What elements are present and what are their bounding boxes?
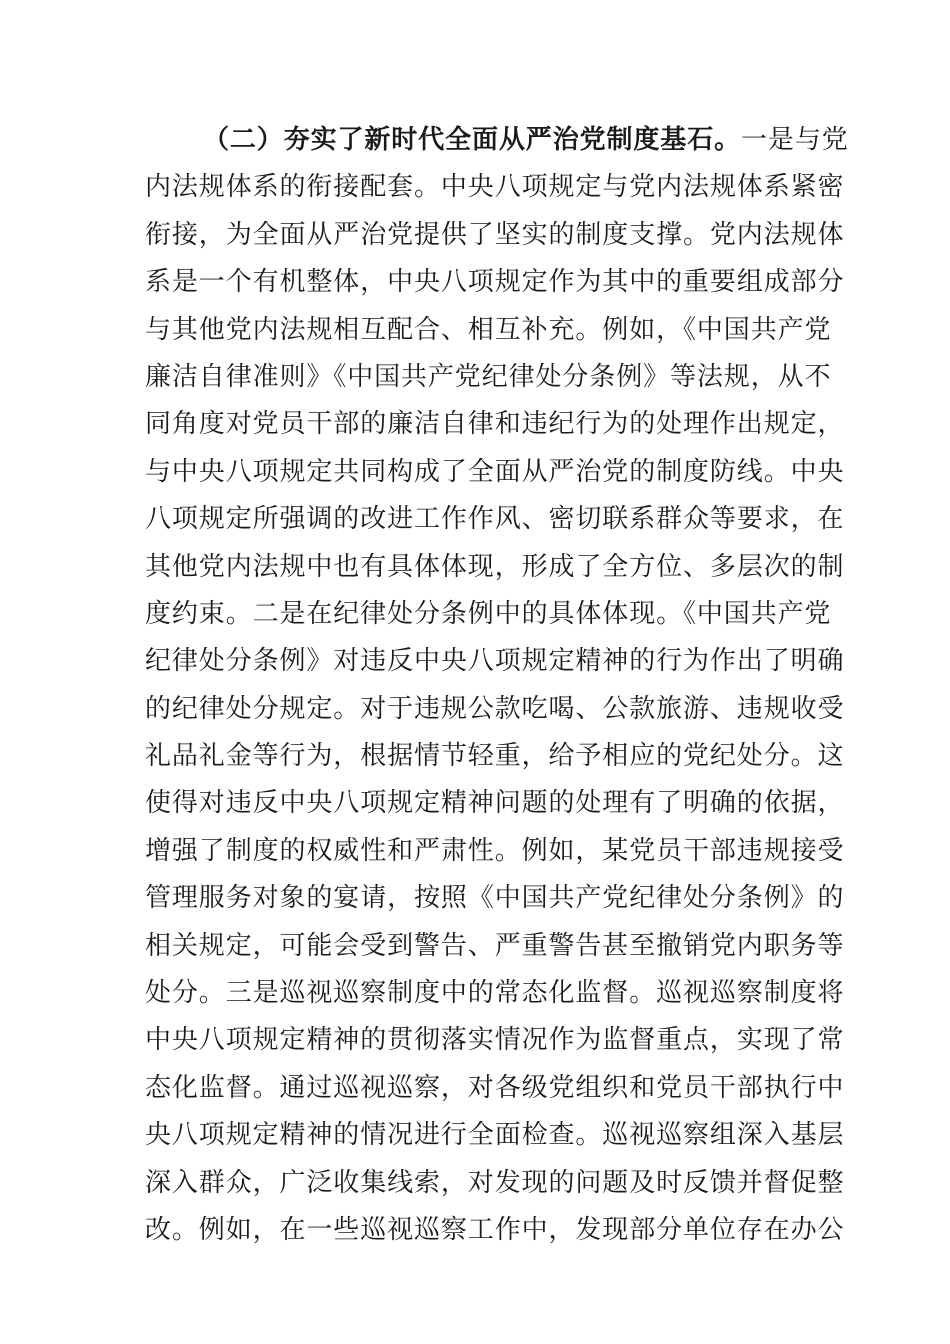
paragraph-line: 衔接，为全面从严治党提供了坚实的制度支撑。党内法规体 bbox=[145, 219, 845, 250]
paragraph-line: 其他党内法规中也有具体体现，形成了全方位、多层次的制 bbox=[145, 551, 845, 582]
section-heading: （二）夯实了新时代全面从严治党制度基石。 bbox=[203, 125, 742, 155]
paragraph-line: 礼品礼金等行为，根据情节轻重，给予相应的党纪处分。这 bbox=[145, 741, 845, 772]
line-1-text: 一是与党 bbox=[741, 125, 849, 155]
paragraph-line: 态化监督。通过巡视巡察，对各级党组织和党员干部执行中 bbox=[145, 1072, 845, 1103]
paragraph-line: 纪律处分条例》对违反中央八项规定精神的行为作出了明确 bbox=[145, 646, 845, 677]
paragraph-line: 深入群众，广泛收集线索，对发现的问题及时反馈并督促整 bbox=[145, 1167, 845, 1198]
paragraph-line: 中央八项规定精神的贯彻落实情况作为监督重点，实现了常 bbox=[145, 1025, 845, 1056]
paragraph-line: 增强了制度的权威性和严肃性。例如，某党员干部违规接受 bbox=[145, 835, 845, 866]
paragraph-line: 同角度对党员干部的廉洁自律和违纪行为的处理作出规定， bbox=[145, 409, 845, 440]
paragraph-line: 相关规定，可能会受到警告、严重警告甚至撤销党内职务等 bbox=[145, 930, 845, 961]
paragraph-line: 使得对违反中央八项规定精神问题的处理有了明确的依据， bbox=[145, 788, 845, 819]
paragraph-line: 八项规定所强调的改进工作作风、密切联系群众等要求，在 bbox=[145, 504, 845, 535]
paragraph-line: 与中央八项规定共同构成了全面从严治党的制度防线。中央 bbox=[145, 456, 845, 487]
paragraph-line: 管理服务对象的宴请，按照《中国共产党纪律处分条例》的 bbox=[145, 883, 845, 914]
body-paragraph bbox=[145, 117, 849, 1254]
paragraph-line: 与其他党内法规相互配合、相互补充。例如，《中国共产党 bbox=[145, 314, 832, 345]
paragraph-line: 的纪律处分规定。对于违规公款吃喝、公款旅游、违规收受 bbox=[145, 693, 845, 724]
paragraph-line: 处分。三是巡视巡察制度中的常态化监督。巡视巡察制度将 bbox=[145, 978, 845, 1009]
paragraph-line: 廉洁自律准则》《中国共产党纪律处分条例》等法规，从不 bbox=[145, 361, 832, 392]
paragraph-line: 改。例如，在一些巡视巡察工作中，发现部分单位存在办公 bbox=[145, 1214, 845, 1245]
paragraph-line: 系是一个有机整体，中央八项规定作为其中的重要组成部分 bbox=[145, 267, 845, 298]
paragraph-line: 度约束。二是在纪律处分条例中的具体体现。《中国共产党 bbox=[145, 598, 832, 629]
paragraph-line: 央八项规定精神的情况进行全面检查。巡视巡察组深入基层 bbox=[145, 1120, 845, 1151]
paragraph-line-1 bbox=[145, 117, 849, 164]
paragraph-line: 内法规体系的衔接配套。中央八项规定与党内法规体系紧密 bbox=[145, 172, 845, 203]
